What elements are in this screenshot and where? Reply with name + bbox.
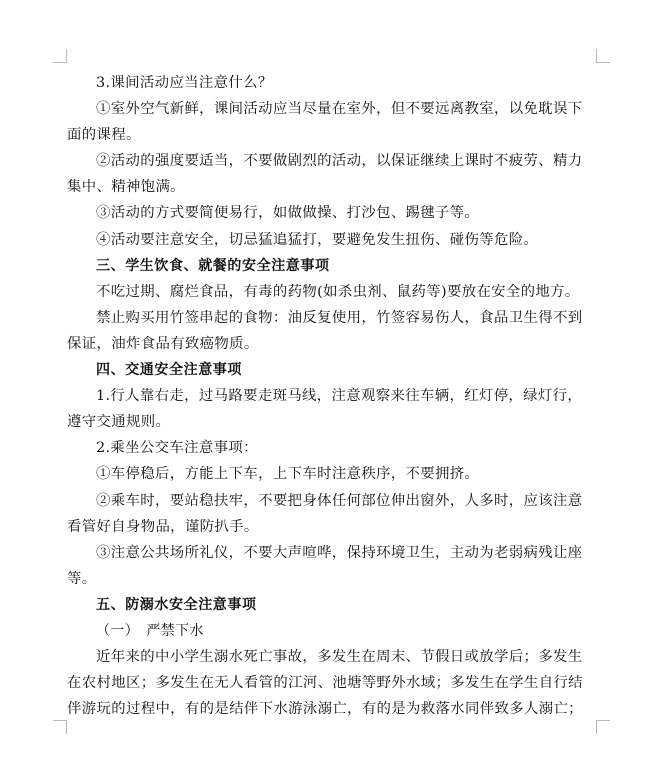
text-line: 不吃过期、腐烂食品，有毒的药物(如杀虫剂、鼠药等)要放在安全的地方。: [96, 283, 580, 300]
text-line: 保证，油炸食品有致癌物质。: [67, 335, 259, 352]
crop-mark-top-left-v: [66, 49, 67, 63]
document-body: [67, 70, 599, 722]
text-line: 禁止购买用竹签串起的食物：油反复使用，竹签容易伤人，食品卫生得不到: [96, 309, 583, 326]
text-line: 等。: [67, 570, 97, 587]
text-line: ①车停稳后，方能上下车，上下车时注意秩序，不要拥挤。: [96, 466, 480, 483]
text-line: ①室外空气新鲜，课间活动应当尽量在室外，但不要远离教室，以免耽误下: [96, 101, 583, 118]
section-heading: 三、学生饮食、就餐的安全注意事项: [96, 257, 330, 274]
subsection-heading: （一） 严禁下水: [96, 622, 204, 639]
crop-mark-top-right-v: [596, 49, 597, 63]
text-line: ②乘车时，要站稳扶牢，不要把身体任何部位伸出窗外，人多时，应该注意: [96, 492, 583, 509]
text-line: ②活动的强度要适当，不要做剧烈的活动，以保证继续上课时不疲劳、精力: [96, 153, 583, 170]
crop-mark-top-left-h: [53, 62, 67, 63]
text-line: 3.课间活动应当注意什么？: [96, 75, 273, 91]
crop-mark-top-right-h: [596, 62, 610, 63]
text-line: 集中、精神饱满。: [67, 179, 185, 196]
text-line: 2.乘坐公交车注意事项：: [96, 440, 258, 457]
text-line: 1.行人靠右走，过马路要走斑马线，注意观察来往车辆，红灯停，绿灯行，: [96, 388, 583, 405]
crop-mark-bottom-left-h: [53, 720, 67, 721]
section-heading: 五、防溺水安全注意事项: [96, 596, 257, 613]
text-line: ③注意公共场所礼仪，不要大声喧哗，保持环境卫生，主动为老弱病残让座: [96, 544, 583, 561]
section-heading: 四、交通安全注意事项: [96, 362, 242, 379]
text-line: 遵守交通规则。: [67, 414, 171, 431]
text-line: 近年来的中小学生溺水死亡事故，多发生在周末、节假日或放学后；多发生: [96, 649, 583, 666]
text-line: 伴游玩的过程中，有的是结伴下水游泳溺亡，有的是为救落水同伴致多人溺亡；: [67, 701, 583, 718]
text-line: ④活动要注意安全，切忌猛追猛打，要避免发生扭伤、碰伤等危险。: [96, 231, 539, 248]
text-line: ③活动的方式要简便易行，如做做操、打沙包、踢毽子等。: [96, 205, 480, 222]
text-line: 面的课程。: [67, 127, 141, 144]
text-line: 在农村地区；多发生在无人看管的江河、池塘等野外水域；多发生在学生自行结: [67, 675, 583, 692]
text-line: 看管好自身物品，谨防扒手。: [67, 518, 259, 535]
